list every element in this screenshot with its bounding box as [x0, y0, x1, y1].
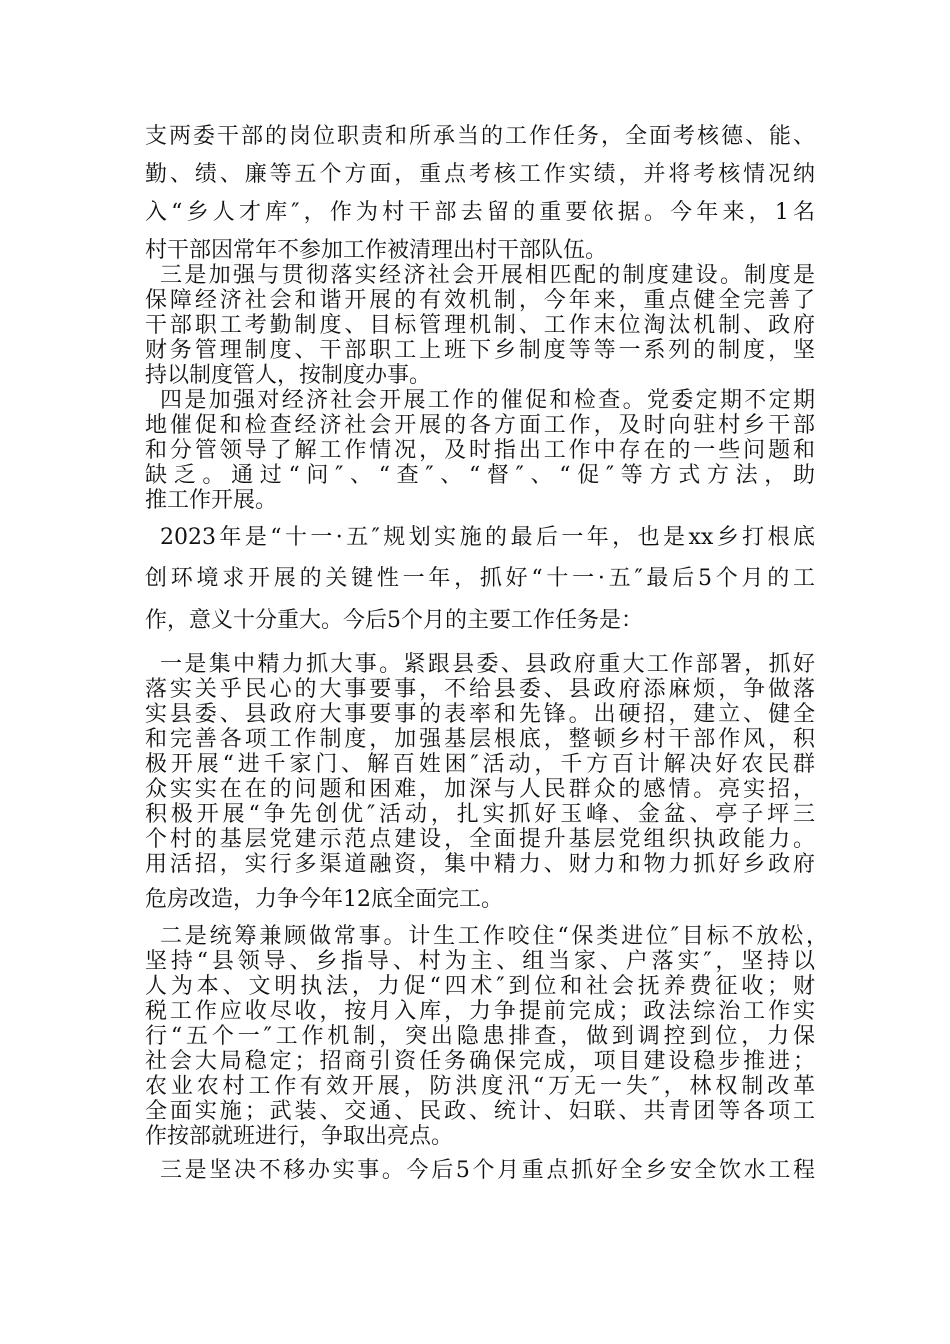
- text-line: 税工作应收尽收，按月入库，力争提前完成；政法综治工作实: [145, 999, 815, 1024]
- text-line: 行“五个一″工作机制，突出隐患排查，做到调控到位，力保: [145, 1024, 815, 1049]
- text-line: 和分管领导了解工作情况，及时指出工作中存在的一些问题和: [145, 438, 815, 463]
- text-line: 人为本、文明执法，力促“四术″到位和社会抚养费征收；财: [145, 974, 815, 999]
- text-line: 支两委干部的岗位职责和所承当的工作任务，全面考核德、能、: [145, 124, 815, 149]
- text-line: 四是加强对经济社会开展工作的催促和检查。党委定期不定期: [160, 388, 815, 413]
- text-line: 缺乏。通过“问″、“查″、“督″、“促″等方式方法，助: [145, 463, 815, 488]
- text-line: 社会大局稳定；招商引资任务确保完成，项目建设稳步推进；: [145, 1049, 815, 1074]
- text-line: 干部职工考勤制度、目标管理机制、工作末位淘汰机制、政府: [145, 313, 815, 338]
- text-line: 三是坚决不移办实事。今后5个月重点抓好全乡安全饮水工程: [160, 1158, 815, 1183]
- text-line: 危房改造，力争今年12底全面完工。: [145, 887, 503, 912]
- text-line: 作，意义十分重大。今后5个月的主要工作任务是：: [145, 608, 643, 633]
- text-line: 极开展“进千家门、解百姓困″活动，千方百计解决好农民群: [145, 752, 815, 777]
- text-line: 个村的基层党建示范点建设，全面提升基层党组织执政能力。: [145, 827, 815, 852]
- text-line: 三是加强与贯彻落实经济社会开展相匹配的制度建设。制度是: [160, 263, 815, 288]
- text-line: 财务管理制度、干部职工上班下乡制度等等一系列的制度，坚: [145, 338, 815, 363]
- text-line: 作按部就班进行，争取出亮点。: [145, 1124, 454, 1149]
- text-line: 地催促和检查经济社会开展的各方面工作，及时向驻村乡干部: [145, 413, 815, 438]
- text-line: 创环境求开展的关键性一年，抓好“十一·五″最后5个月的工: [145, 566, 815, 591]
- text-line: 坚持“县领导、乡指导、村为主、组当家、户落实″，坚持以: [145, 949, 815, 974]
- text-line: 勤、绩、廉等五个方面，重点考核工作实绩，并将考核情况纳: [145, 162, 815, 187]
- text-line: 用活招，实行多渠道融资，集中精力、财力和物力抓好乡政府: [145, 852, 815, 877]
- text-line: 持以制度管人，按制度办事。: [145, 363, 432, 388]
- text-line: 全面实施；武装、交通、民政、统计、妇联、共青团等各项工: [145, 1099, 815, 1124]
- text-line: 农业农村工作有效开展，防洪度汛“万无一失″，林权制改革: [145, 1074, 815, 1099]
- text-line: 村干部因常年不参加工作被清理出村干部队伍。: [145, 238, 608, 263]
- text-line: 保障经济社会和谐开展的有效机制，今年来，重点健全完善了: [145, 288, 815, 313]
- text-line: 推工作开展。: [145, 488, 278, 513]
- text-line: 落实关乎民心的大事要事，不给县委、县政府添麻烦，争做落: [145, 677, 815, 702]
- text-line: 二是统筹兼顾做常事。计生工作咬住“保类进位″目标不放松，: [160, 924, 828, 949]
- text-line: 实县委、县政府大事要事的表率和先锋。出硬招，建立、健全: [145, 702, 815, 727]
- text-line: 2023年是“十一·五″规划实施的最后一年，也是xx乡打根底: [160, 525, 815, 550]
- text-line: 一是集中精力抓大事。紧跟县委、县政府重大工作部署，抓好: [160, 652, 815, 677]
- text-line: 和完善各项工作制度，加强基层根底，整顿乡村干部作风，积: [145, 727, 815, 752]
- text-line: 众实实在在的问题和困难，加深与人民群众的感情。亮实招，: [145, 777, 815, 802]
- text-line: 积极开展“争先创优″活动，扎实抓好玉峰、金盆、亭子坪三: [145, 802, 815, 827]
- text-line: 入“乡人才库″，作为村干部去留的重要依据。今年来，1名: [145, 200, 815, 225]
